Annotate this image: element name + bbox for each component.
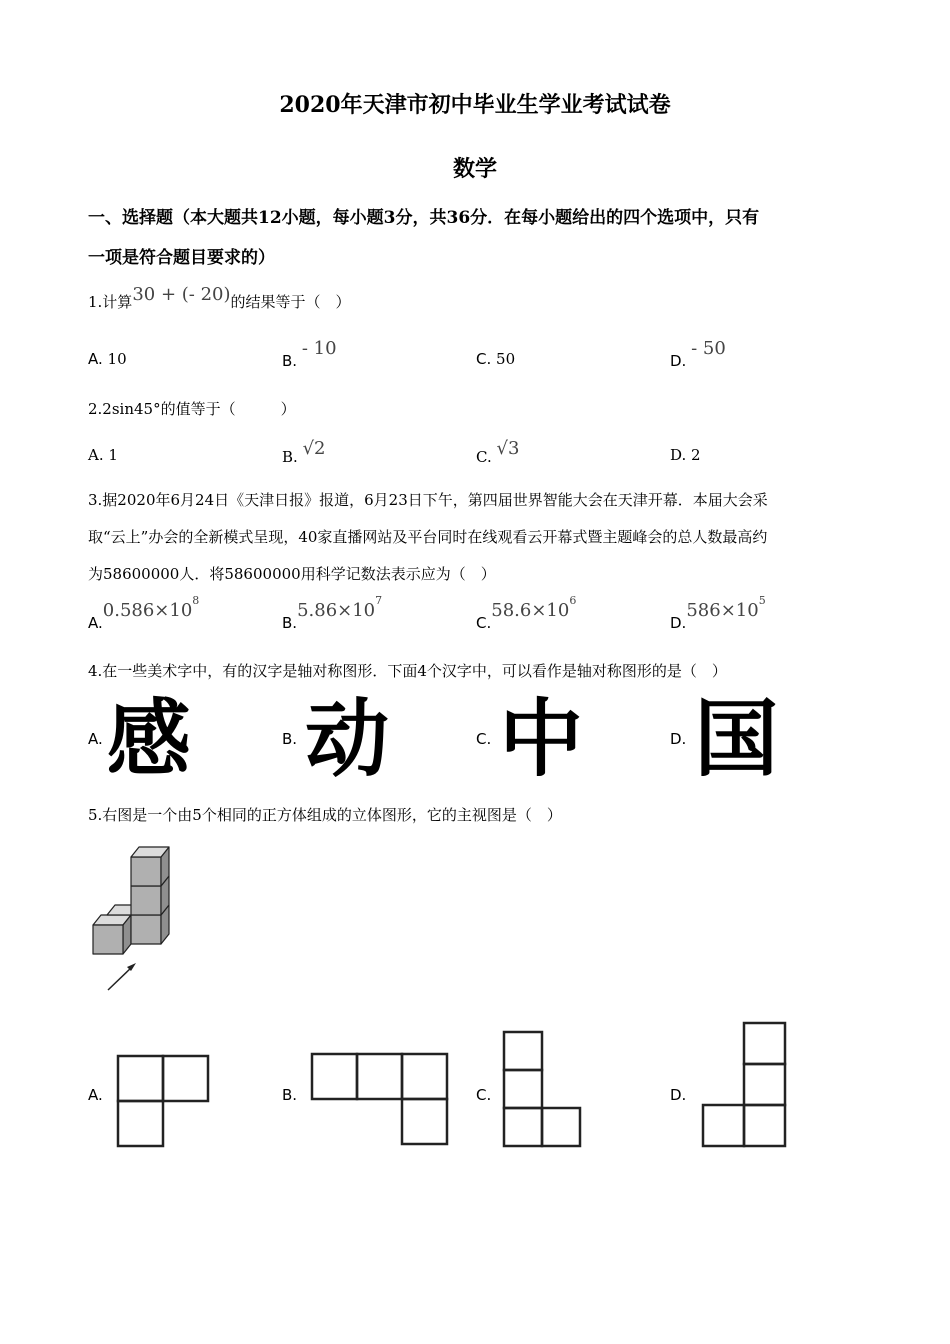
option-label: C.: [476, 730, 492, 748]
option-label: A.: [88, 1086, 103, 1104]
question-4: 4.在一些美术字中，有的汉字是轴对称图形．下面4个汉字中，可以看作是轴对称图形的是（ ）: [88, 662, 727, 680]
cube-stack-icon: [86, 842, 186, 994]
option-exponent: 7: [375, 594, 383, 607]
section-heading-line2: 一项是符合题目要求的）: [88, 248, 275, 268]
q1-option-c[interactable]: [476, 350, 515, 368]
exam-title: 2020年天津市初中毕业生学业考试试卷: [279, 92, 671, 118]
q3-line2: 取“云上”办会的全新模式呈现，40家直播网站及平台同时在线观看云开幕式暨主题峰会的总人数最高约: [88, 528, 768, 546]
option-label: A.: [88, 350, 103, 368]
option-value: 10: [107, 350, 127, 368]
q1-expression: 30 + (- 20): [132, 284, 231, 305]
option-label: D.: [670, 1086, 687, 1104]
option-value: 50: [496, 350, 516, 368]
option-character: 中: [499, 690, 584, 788]
section-heading: [88, 198, 878, 278]
q3-option-d[interactable]: [670, 594, 766, 632]
option-label: C.: [476, 614, 492, 632]
option-base: ×10: [154, 600, 193, 621]
option-mantissa: 0.586: [102, 600, 155, 621]
q3-option-b[interactable]: [282, 594, 383, 632]
q3-option-a[interactable]: [88, 594, 200, 632]
option-exponent: 6: [569, 594, 577, 607]
front-view-d-icon: [700, 1020, 820, 1150]
q4-option-d[interactable]: [670, 690, 779, 788]
option-label: D.: [670, 352, 687, 370]
q2-option-d[interactable]: [670, 446, 701, 464]
option-label: C.: [476, 350, 492, 368]
option-label: D.: [670, 730, 687, 748]
option-base: ×10: [531, 600, 570, 621]
option-character: 感: [106, 690, 191, 788]
front-view-b-icon: [310, 1052, 454, 1148]
option-label: B.: [282, 352, 298, 370]
option-value: 1: [108, 446, 118, 464]
q1-option-a[interactable]: [88, 350, 127, 368]
option-value: √3: [496, 438, 520, 459]
q2-option-b[interactable]: [282, 438, 326, 467]
q4-option-b[interactable]: [282, 690, 390, 788]
option-character: 国: [694, 690, 779, 788]
q3-option-c[interactable]: [476, 594, 577, 632]
q2-option-c[interactable]: [476, 438, 520, 467]
option-mantissa: 5.86: [297, 600, 338, 621]
question-1: [88, 284, 351, 311]
option-base: ×10: [337, 600, 376, 621]
option-label: B.: [282, 614, 298, 632]
option-value: - 10: [301, 338, 337, 359]
option-label: C.: [476, 448, 492, 466]
cube-stack-figure: [86, 842, 186, 994]
option-label: D.: [670, 446, 687, 464]
option-mantissa: 586: [686, 600, 721, 621]
section-heading-line1: 一、选择题（本大题共12小题，每小题3分，共36分．在每小题给出的四个选项中，只有: [88, 208, 760, 228]
q1-option-b[interactable]: [282, 338, 337, 371]
front-view-c-icon: [502, 1030, 612, 1150]
option-value: - 50: [691, 338, 726, 359]
option-exponent: 8: [192, 594, 200, 607]
option-character: 动: [305, 690, 390, 788]
option-value: √2: [302, 438, 326, 459]
question-3: [88, 482, 868, 593]
q4-option-a[interactable]: [88, 690, 191, 788]
option-label: C.: [476, 1086, 492, 1104]
option-label: B.: [282, 730, 298, 748]
front-view-a-icon: [116, 1052, 240, 1148]
option-value: 2: [691, 446, 701, 464]
option-exponent: 5: [758, 594, 766, 607]
q1-option-d[interactable]: [670, 338, 726, 371]
question-5: 5.右图是一个由5个相同的正方体组成的立体图形，它的主视图是（ ）: [88, 806, 562, 824]
q4-option-c[interactable]: [476, 690, 584, 788]
subject-title: 数学: [452, 156, 497, 182]
option-label: A.: [88, 446, 104, 464]
question-2: 2.2sin45°的值等于（ ）: [88, 400, 296, 418]
option-label: D.: [670, 614, 687, 632]
option-label: B.: [282, 1086, 298, 1104]
option-base: ×10: [720, 600, 759, 621]
option-label: A.: [88, 614, 103, 632]
option-label: B.: [282, 448, 298, 466]
q3-line3: 为58600000人．将58600000用科学记数法表示应为（ ）: [88, 565, 496, 583]
q1-suffix: 的结果等于（ ）: [230, 293, 351, 311]
q3-line1: 3.据2020年6月24日《天津日报》报道，6月23日下午，第四届世界智能大会在天津开幕．本届大会采: [88, 491, 768, 509]
q2-option-a[interactable]: [88, 446, 118, 464]
option-mantissa: 58.6: [491, 600, 532, 621]
option-label: A.: [88, 730, 103, 748]
q1-prefix: 1.计算: [88, 293, 133, 311]
